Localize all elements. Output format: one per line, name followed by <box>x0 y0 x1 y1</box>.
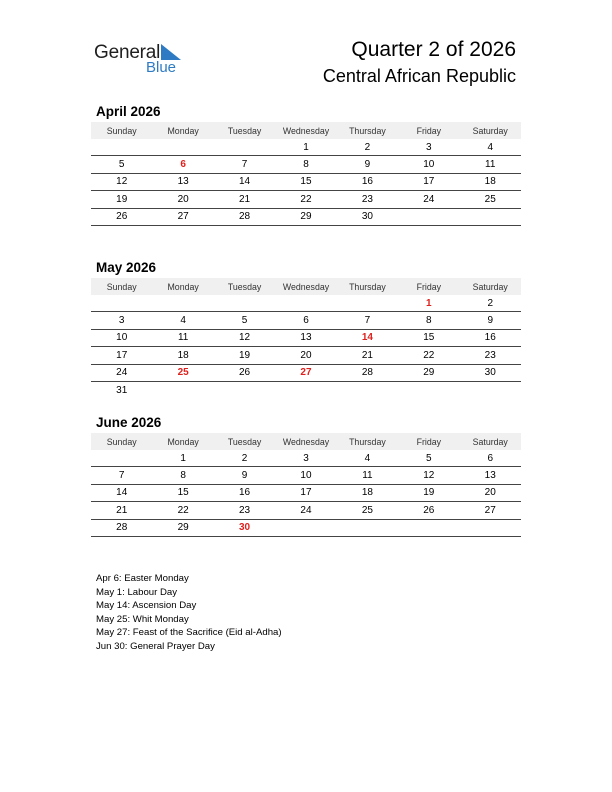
date-cell: 21 <box>361 349 373 361</box>
date-cell: 19 <box>116 193 128 205</box>
weekday-label: Thursday <box>349 125 386 136</box>
holiday-date-cell: 1 <box>426 297 432 309</box>
date-cell: 13 <box>484 470 496 482</box>
date-cell: 13 <box>177 176 189 188</box>
week-row <box>91 485 521 502</box>
weekday-label: Saturday <box>472 281 508 292</box>
holiday-notes <box>96 572 282 654</box>
date-cell: 9 <box>241 470 248 482</box>
week-row <box>91 467 521 484</box>
month-title: April 2026 <box>96 104 161 119</box>
date-cell: 12 <box>238 332 251 344</box>
weekday-label: Sunday <box>106 125 137 136</box>
date-cell: 25 <box>484 193 496 205</box>
date-cell: 5 <box>118 159 125 171</box>
month-title: May 2026 <box>96 260 157 275</box>
date-cell: 4 <box>487 141 494 153</box>
date-cell: 18 <box>361 487 373 499</box>
date-cell: 7 <box>118 470 125 482</box>
date-cell: 19 <box>238 349 251 361</box>
week-row <box>91 330 521 347</box>
date-cell: 29 <box>177 522 189 534</box>
date-cell: 28 <box>238 211 251 223</box>
date-cell: 30 <box>361 211 373 223</box>
date-cell: 17 <box>423 176 435 188</box>
weekday-label: Saturday <box>472 125 508 136</box>
date-cell: 16 <box>238 487 251 499</box>
date-cell: 15 <box>300 176 312 188</box>
weekday-label: Sunday <box>106 436 137 447</box>
date-cell: 3 <box>426 141 432 153</box>
page-subtitle: Central African Republic <box>322 66 516 86</box>
date-cell: 27 <box>177 211 189 223</box>
date-cell: 11 <box>177 332 189 344</box>
date-cell: 21 <box>238 193 251 205</box>
date-cell: 6 <box>487 452 494 464</box>
date-cell: 8 <box>180 470 186 482</box>
week-row <box>91 139 521 156</box>
weekday-label: Sunday <box>106 281 137 292</box>
date-cell: 23 <box>361 193 373 205</box>
date-cell: 24 <box>423 193 435 205</box>
date-cell: 22 <box>300 193 312 205</box>
date-cell: 22 <box>177 504 189 516</box>
date-cell: 7 <box>364 315 371 327</box>
date-cell: 3 <box>118 315 125 327</box>
holiday-note: May 1: Labour Day <box>96 586 178 598</box>
date-cell: 22 <box>423 349 435 361</box>
date-cell: 5 <box>241 315 248 327</box>
date-cell: 1 <box>303 141 309 153</box>
weekday-label: Thursday <box>349 436 386 447</box>
weekday-header <box>91 433 521 450</box>
month-june <box>91 413 521 537</box>
logo-text-general: General <box>94 42 161 63</box>
date-cell: 17 <box>116 349 128 361</box>
date-cell: 26 <box>238 367 251 379</box>
date-cell: 1 <box>180 452 186 464</box>
week-row <box>91 502 521 519</box>
week-row <box>91 520 521 537</box>
month-title: June 2026 <box>96 415 162 430</box>
weekday-label: Saturday <box>472 436 508 447</box>
date-cell: 28 <box>116 522 128 534</box>
date-cell: 7 <box>241 159 248 171</box>
holiday-date-cell: 25 <box>177 367 189 379</box>
date-cell: 16 <box>484 332 496 344</box>
weekday-label: Monday <box>167 436 199 447</box>
date-cell: 31 <box>116 385 128 397</box>
date-cell: 10 <box>300 470 312 482</box>
date-cell: 26 <box>116 211 128 223</box>
date-cell: 15 <box>423 332 435 344</box>
date-cell: 10 <box>116 332 128 344</box>
date-cell: 2 <box>487 297 494 309</box>
week-row <box>91 156 521 173</box>
date-cell: 21 <box>116 504 128 516</box>
date-cell: 26 <box>423 504 435 516</box>
date-cell: 8 <box>426 315 432 327</box>
date-cell: 14 <box>238 176 251 188</box>
date-cell: 9 <box>364 159 371 171</box>
date-cell: 27 <box>484 504 496 516</box>
date-cell: 11 <box>362 470 373 482</box>
date-cell: 6 <box>303 315 309 327</box>
holiday-note: May 25: Whit Monday <box>96 613 189 625</box>
month-may <box>91 258 521 399</box>
date-cell: 4 <box>180 315 186 327</box>
date-cell: 20 <box>177 193 189 205</box>
date-cell: 14 <box>116 487 128 499</box>
date-cell: 12 <box>423 470 435 482</box>
holiday-note: Apr 6: Easter Monday <box>96 573 189 584</box>
week-row <box>91 209 521 226</box>
date-cell: 16 <box>361 176 373 188</box>
date-cell: 30 <box>484 367 496 379</box>
week-row <box>91 365 521 382</box>
date-cell: 25 <box>361 504 373 516</box>
date-cell: 23 <box>238 504 251 516</box>
date-cell: 11 <box>485 159 496 171</box>
week-row <box>91 347 521 364</box>
date-cell: 20 <box>300 349 312 361</box>
date-cell: 10 <box>423 159 435 171</box>
date-cell: 15 <box>177 487 189 499</box>
holiday-date-cell: 14 <box>361 332 373 344</box>
date-cell: 12 <box>116 176 128 188</box>
date-cell: 24 <box>116 367 128 379</box>
weekday-label: Tuesday <box>227 125 262 136</box>
weekday-label: Wednesday <box>282 125 330 136</box>
weekday-label: Tuesday <box>227 436 262 447</box>
weekday-label: Monday <box>167 281 199 292</box>
weekday-label: Friday <box>416 436 442 447</box>
page-title: Quarter 2 of 2026 <box>351 38 516 61</box>
date-cell: 28 <box>361 367 373 379</box>
week-row <box>91 295 521 312</box>
date-cell: 2 <box>364 141 371 153</box>
date-cell: 20 <box>484 487 496 499</box>
date-cell: 18 <box>177 349 189 361</box>
date-cell: 29 <box>423 367 435 379</box>
date-cell: 23 <box>484 349 496 361</box>
weekday-label: Tuesday <box>227 281 262 292</box>
weekday-header <box>91 278 521 295</box>
weekday-header <box>91 122 521 139</box>
weekday-label: Friday <box>416 281 442 292</box>
holiday-date-cell: 27 <box>300 367 312 379</box>
date-cell: 8 <box>303 159 309 171</box>
holiday-note: May 27: Feast of the Sacrifice (Eid al-Adha) <box>96 627 282 639</box>
month-april <box>91 102 521 226</box>
date-cell: 9 <box>487 315 494 327</box>
week-row <box>91 191 521 208</box>
holiday-date-cell: 30 <box>238 522 251 534</box>
holiday-note: May 14: Ascension Day <box>96 600 197 612</box>
date-cell: 4 <box>364 452 371 464</box>
logo-text-blue: Blue <box>146 59 177 76</box>
date-cell: 5 <box>426 452 432 464</box>
weekday-label: Wednesday <box>282 436 330 447</box>
date-cell: 24 <box>300 504 312 516</box>
generalblue-logo <box>94 40 189 80</box>
date-cell: 19 <box>423 487 435 499</box>
week-row <box>91 174 521 191</box>
holiday-date-cell: 6 <box>180 159 186 171</box>
holiday-note: Jun 30: General Prayer Day <box>96 640 215 652</box>
weekday-label: Wednesday <box>282 281 330 292</box>
date-cell: 18 <box>484 176 496 188</box>
date-cell: 3 <box>303 452 309 464</box>
week-row <box>91 382 521 399</box>
logo-flag-icon <box>161 44 181 60</box>
date-cell: 29 <box>300 211 312 223</box>
date-cell: 13 <box>300 332 312 344</box>
date-cell: 17 <box>300 487 312 499</box>
weekday-label: Friday <box>416 125 442 136</box>
week-row <box>91 450 521 467</box>
week-row <box>91 312 521 329</box>
weekday-label: Monday <box>167 125 199 136</box>
date-cell: 2 <box>241 452 248 464</box>
weekday-label: Thursday <box>349 281 386 292</box>
